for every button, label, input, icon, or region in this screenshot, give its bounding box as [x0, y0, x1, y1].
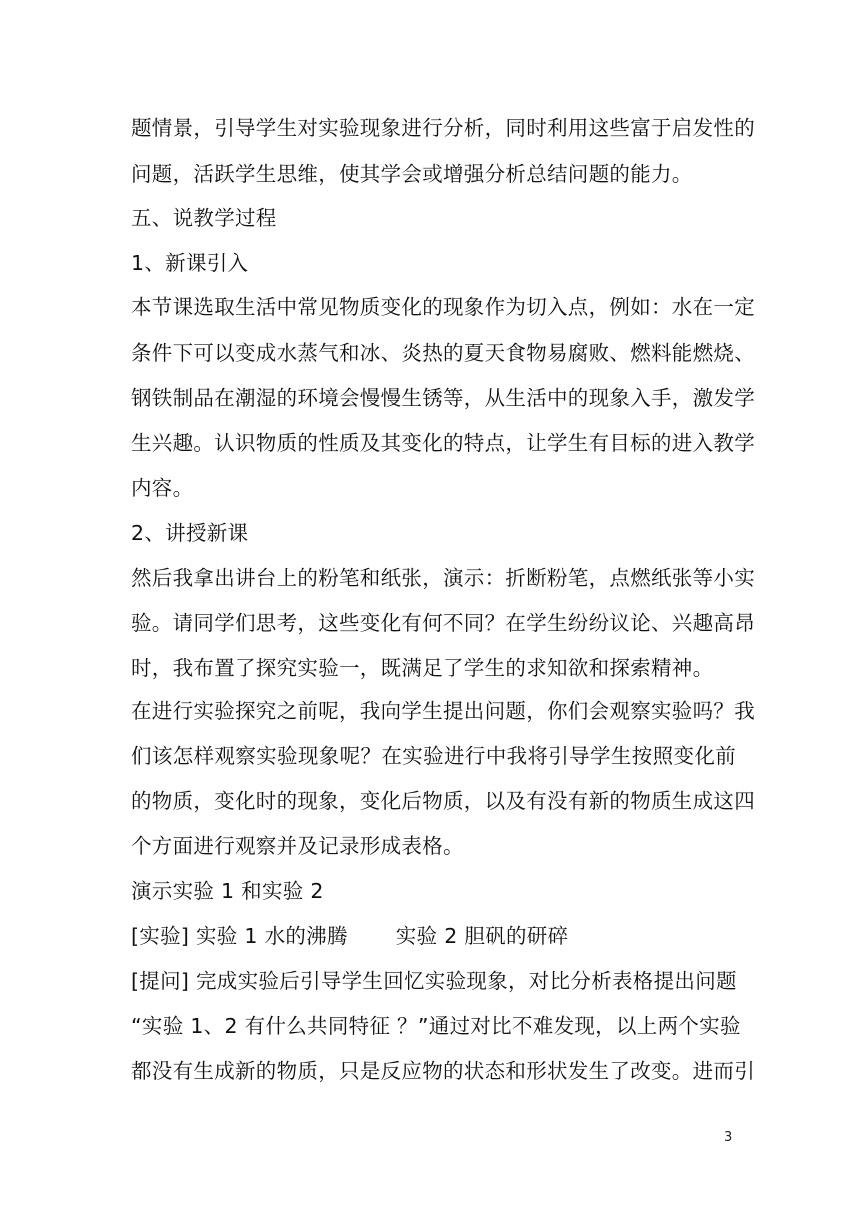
- paragraph-line: 条件下可以变成水蒸气和冰、炎热的夏天食物易腐败、燃料能燃烧、: [131, 341, 755, 365]
- paragraph-line: 都没有生成新的物质，只是反应物的状态和形状发生了改变。进而引: [131, 1059, 755, 1083]
- paragraph-line: 验。请同学们思考，这些变化有何不同？在学生纷纷议论、兴趣高昂: [131, 611, 755, 635]
- experiment-label: 实验 2 胆矾的研碎: [395, 924, 569, 948]
- paragraph-line: 内容。: [131, 476, 194, 500]
- paragraph-line: 在进行实验探究之前呢，我向学生提出问题，你们会观察实验吗？我: [131, 699, 755, 723]
- paragraph-line: 题情景，引导学生对实验现象进行分析，同时利用这些富于启发性的: [131, 116, 755, 140]
- experiment-label: [实验] 实验 1 水的沸腾: [131, 924, 348, 948]
- paragraph-line: 个方面进行观察并及记录形成表格。: [131, 834, 464, 858]
- paragraph-line: 们该怎样观察实验现象呢？在实验进行中我将引导学生按照变化前: [131, 744, 736, 768]
- section-heading: 五、说教学过程: [131, 206, 277, 230]
- paragraph-line: 问题，活跃学生思维，使其学会或增强分析总结问题的能力。: [131, 162, 693, 186]
- page-number: 3: [724, 1130, 733, 1145]
- subsection-heading: 1、新课引入: [131, 251, 249, 275]
- paragraph-line: [提问] 完成实验后引导学生回忆实验现象，对比分析表格提出问题: [131, 969, 737, 993]
- paragraph-line: 本节课选取生活中常见物质变化的现象作为切入点，例如：水在一定: [131, 295, 755, 319]
- paragraph-line: 钢铁制品在潮湿的环境会慢慢生锈等，从生活中的现象入手，激发学: [131, 386, 755, 410]
- experiment-line: [131, 922, 736, 950]
- paragraph-line: 然后我拿出讲台上的粉笔和纸张，演示：折断粉笔，点燃纸张等小实: [131, 566, 755, 590]
- paragraph-line: 生兴趣。认识物质的性质及其变化的特点，让学生有目标的进入教学: [131, 431, 755, 455]
- subsection-heading: 2、讲授新课: [131, 521, 249, 545]
- paragraph-line: “实验 1、2 有什么共同特征 ？”通过对比不难发现，以上两个实验: [131, 1014, 741, 1038]
- paragraph-line: 演示实验 1 和实验 2: [131, 879, 324, 903]
- paragraph-line: 时，我布置了探究实验一，既满足了学生的求知欲和探索精神。: [131, 656, 714, 680]
- paragraph-line: 的物质，变化时的现象，变化后物质，以及有没有新的物质生成这四: [131, 789, 755, 813]
